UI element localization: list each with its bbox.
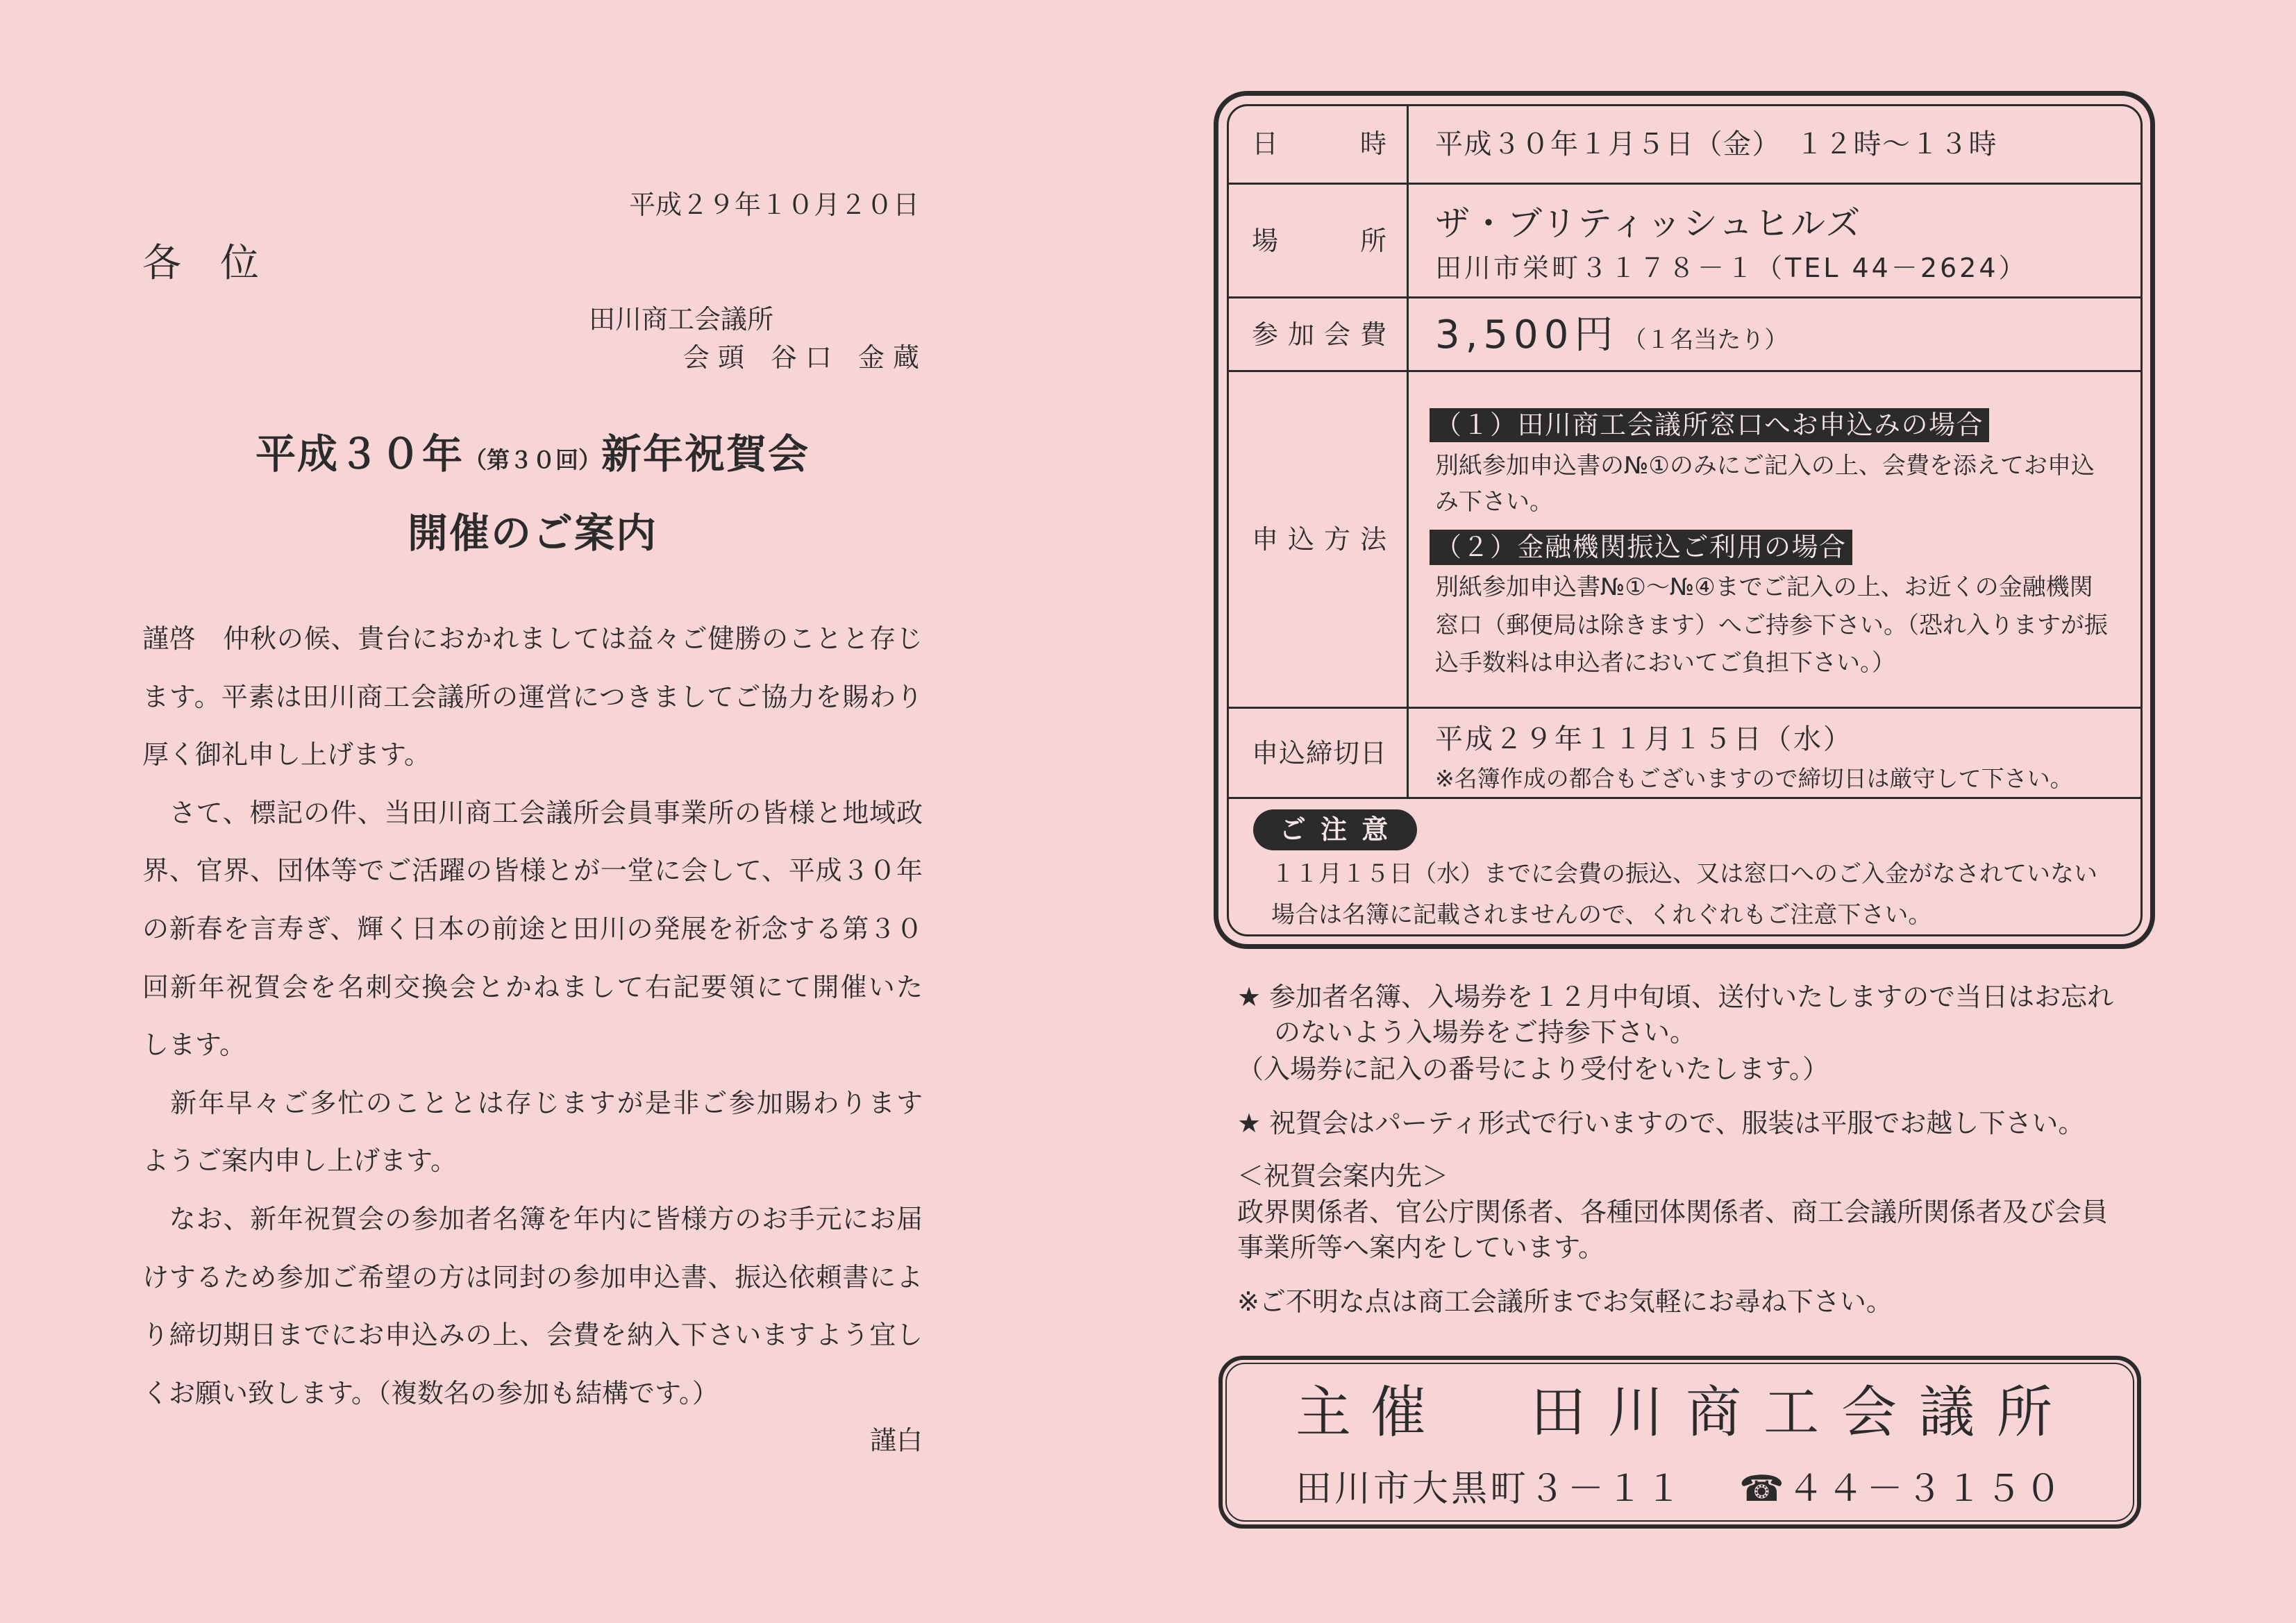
sender-name: 会 頭 谷 口 金 蔵 (682, 342, 919, 373)
notice-line: １１月１５日（水）までに会費の振込、又は窓口へのご入金がなされていない (1271, 860, 2097, 888)
value-venue-name: ザ・ブリティッシュヒルズ (1435, 203, 1862, 244)
event-title (142, 426, 923, 492)
sponsor-label: 主催 (1296, 1380, 1446, 1445)
method1-line: 別紙参加申込書の№①のみにご記入の上、会費を添えてお申込 (1435, 452, 2095, 480)
row-application-method (1227, 372, 2143, 709)
body-line: 回新年祝賀会を名刺交換会とかねまして右記要領にて開催いた (142, 971, 923, 1002)
method2-line: 込手数料は申込者においてご負担下さい。） (1435, 649, 1895, 677)
addressee: 各 位 (142, 241, 259, 286)
title-edition: （第３０回） (464, 446, 601, 473)
row-venue (1227, 185, 2143, 298)
note-line: 政界関係者、官公庁関係者、各種団体関係者、商工会議所関係者及び会員 (1237, 1197, 2109, 1227)
label-fee: 参加会費 (1252, 319, 1386, 350)
body-line: します。 (142, 1029, 246, 1061)
note-line: のないよう入場券をご持参下さい。 (1274, 1017, 1697, 1048)
note-line: （入場券に記入の番号により受付をいたします。） (1237, 1054, 1829, 1084)
sponsor-phone: ☎４４－３１５０ (1739, 1468, 2065, 1510)
event-details-table (1227, 104, 2143, 799)
row-label-cell (1227, 104, 1409, 183)
note-line: ★ 参加者名簿、入場券を１２月中旬頃、送付いたしますので当日はお忘れ (1237, 982, 2114, 1012)
note-line: ★ 祝賀会はパーティ形式で行いますので、服装は平服でお越し下さい。 (1237, 1108, 2085, 1138)
method1-line: み下さい。 (1435, 488, 1553, 516)
notice-line: 場合は名簿に記載されませんので、くれぐれもご注意下さい。 (1271, 901, 1932, 929)
body-line: ます。平素は田川商工会議所の運営につきましてご協力を賜わり (142, 681, 923, 712)
title-event: 新年祝賀会 (601, 430, 810, 478)
body-line: 厚く御礼申し上げます。 (142, 739, 430, 771)
label-application-method: 申込方法 (1252, 524, 1386, 555)
note-line: ＜祝賀会案内先＞ (1237, 1161, 1449, 1191)
row-label-cell (1227, 709, 1409, 797)
letter-closing: 謹白 (869, 1425, 923, 1456)
body-line: さて、標記の件、当田川商工会議所会員事業所の皆様と地域政 (142, 797, 923, 828)
method2-line: 窓口（郵便局は除きます）へご持参下さい。（恐れ入りますが振 (1435, 612, 2108, 639)
value-fee (1435, 312, 1788, 358)
sponsor-address: 田川市大黒町３－１１ (1296, 1468, 1685, 1510)
note-line: ※ご不明な点は商工会議所までお気軽にお尋ね下さい。 (1237, 1286, 1893, 1317)
body-line: ようご案内申し上げます。 (142, 1145, 457, 1177)
method2-heading: （２）金融機関振込ご利用の場合 (1430, 530, 1852, 565)
body-line: の新春を言寿ぎ、輝く日本の前途と田川の発展を祈念する第３０ (142, 913, 923, 944)
sponsor-name: 田川商工会議所 (1530, 1380, 2075, 1445)
issue-date: 平成２９年１０月２０日 (628, 190, 919, 220)
notice-heading-badge: ご 注 意 (1253, 809, 1417, 850)
body-line: 界、官界、団体等でご活躍の皆様とが一堂に会して、平成３０年 (142, 855, 923, 886)
fee-per-person: （１名当たり） (1623, 326, 1788, 354)
body-line: り締切期日までにお申込みの上、会費を納入下さいますよう宜し (142, 1320, 923, 1351)
label-venue: 場 所 (1252, 225, 1386, 256)
row-datetime (1227, 104, 2143, 185)
row-label-cell (1227, 185, 1409, 296)
body-line: 謹啓 仲秋の候、貴台におかれましては益々ご健勝のことと存じ (142, 623, 923, 654)
row-label-cell (1227, 372, 1409, 707)
method2-line: 別紙参加申込書№①～№④までご記入の上、お近くの金融機関 (1435, 573, 2093, 601)
event-subtitle: 開催のご案内 (407, 510, 657, 557)
body-line: けするため参加ご希望の方は同封の参加申込書、振込依頼書によ (142, 1261, 923, 1293)
value-venue-address: 田川市栄町３１７８－１（TEL 44－2624） (1435, 253, 2028, 283)
label-deadline: 申込締切日 (1252, 737, 1386, 768)
note-line: 事業所等へ案内をしています。 (1237, 1232, 1604, 1263)
fee-amount: 3,500円 (1435, 312, 1619, 358)
body-line: 新年早々ご多忙のこととは存じますが是非ご参加賜わります (142, 1087, 923, 1118)
body-line: くお願い致します。（複数名の参加も結構です。） (142, 1377, 719, 1408)
method1-heading: （１）田川商工会議所窓口へお申込みの場合 (1430, 408, 1989, 442)
label-datetime: 日 時 (1252, 128, 1386, 159)
value-deadline-note: ※名簿作成の都合もございますので締切日は厳守して下さい。 (1435, 765, 2073, 792)
letter-body (142, 610, 923, 1422)
value-deadline-date: 平成２９年１１月１５日（水） (1435, 723, 1853, 755)
row-deadline (1227, 709, 2143, 799)
sender-organization: 田川商工会議所 (589, 304, 774, 335)
body-line: なお、新年祝賀会の参加者名簿を年内に皆様方のお手元にお届 (142, 1203, 923, 1234)
row-fee (1227, 298, 2143, 372)
value-datetime: 平成３０年１月５日（金） １２時～１３時 (1435, 128, 1997, 160)
row-label-cell (1227, 298, 1409, 370)
title-year: 平成３０年 (255, 430, 464, 478)
